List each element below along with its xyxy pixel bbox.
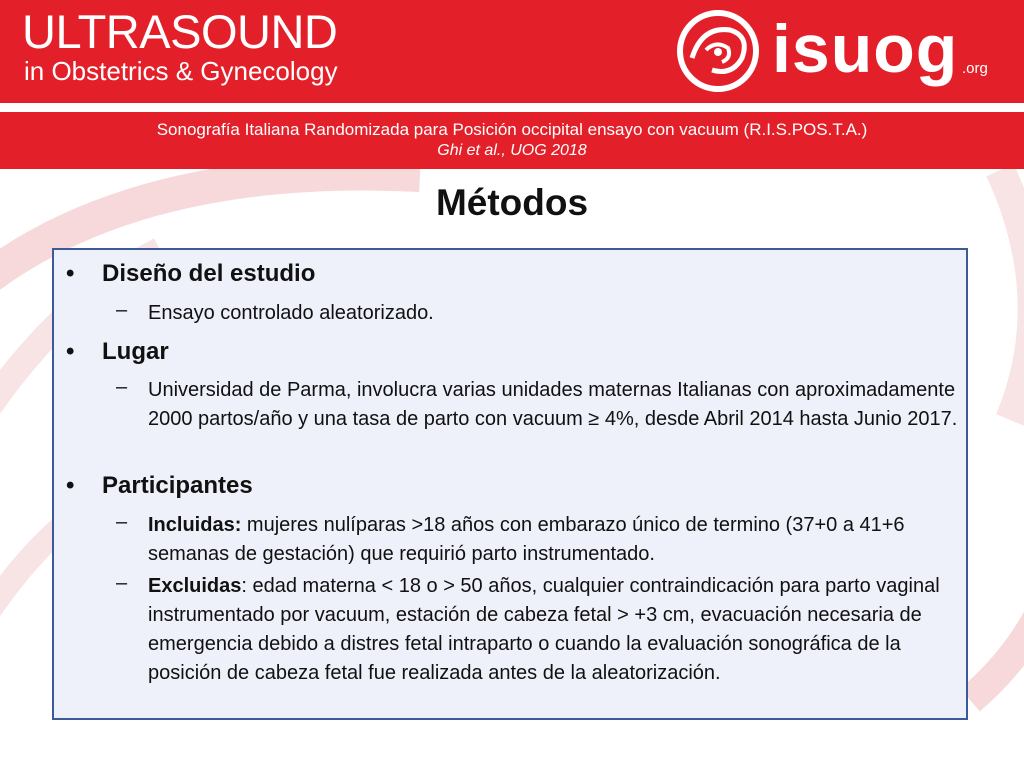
list-item: Ensayo controlado aleatorizado. bbox=[148, 302, 434, 324]
bullet-marker: • bbox=[66, 260, 75, 287]
dash-marker: – bbox=[116, 511, 128, 533]
section-heading: Diseño del estudio bbox=[102, 260, 316, 287]
section-heading: Lugar bbox=[102, 338, 169, 365]
item-label: Incluidas: bbox=[148, 514, 242, 536]
item-text: mujeres nulíparas >18 años con embarazo único de termino (37+0 a 41+6 semanas de gestación) que requirió parto instrumentado. bbox=[148, 514, 905, 565]
list-item-included bbox=[148, 511, 963, 569]
logo-wordmark: isuog bbox=[772, 11, 959, 87]
journal-title: ULTRASOUND bbox=[22, 5, 338, 58]
study-title: Sonografía Italiana Randomizada para Posición occipital ensayo con vacuum (R.I.S.POS.T.A.) bbox=[156, 120, 868, 139]
study-citation: Ghi et al., UOG 2018 bbox=[437, 142, 587, 159]
header-divider bbox=[0, 103, 1024, 112]
journal-header bbox=[0, 0, 1024, 103]
slide-title: Métodos bbox=[435, 182, 589, 223]
item-text: : edad materna < 18 o > 50 años, cualquier contraindicación para parto vaginal instrumentado por vacuum, estación de cabeza fetal > +3 cm, evacuación necesaria de emergencia debido a distres fetal intraparto o cuando la evaluación sonográfica de la posición de cabeza fetal fue realizada antes de la aleatorización. bbox=[148, 575, 940, 684]
list-item-excluded bbox=[148, 572, 963, 688]
logo-suffix: .org bbox=[962, 60, 988, 77]
item-label: Excluidas bbox=[148, 575, 242, 597]
dash-marker: – bbox=[116, 376, 128, 398]
section-heading: Participantes bbox=[102, 472, 253, 499]
journal-subtitle: in Obstetrics & Gynecology bbox=[24, 56, 338, 86]
methods-content-box bbox=[52, 248, 968, 720]
dash-marker: – bbox=[116, 299, 128, 321]
list-item: Universidad de Parma, involucra varias unidades maternas Italianas con aproximadamente 2000 partos/año y una tasa de parto con vacuum ≥ 4%, desde Abril 2014 hasta Junio 2017. bbox=[148, 379, 958, 430]
study-banner bbox=[0, 112, 1024, 169]
dash-marker: – bbox=[116, 572, 128, 594]
bullet-marker: • bbox=[66, 338, 75, 365]
bullet-marker: • bbox=[66, 472, 75, 499]
